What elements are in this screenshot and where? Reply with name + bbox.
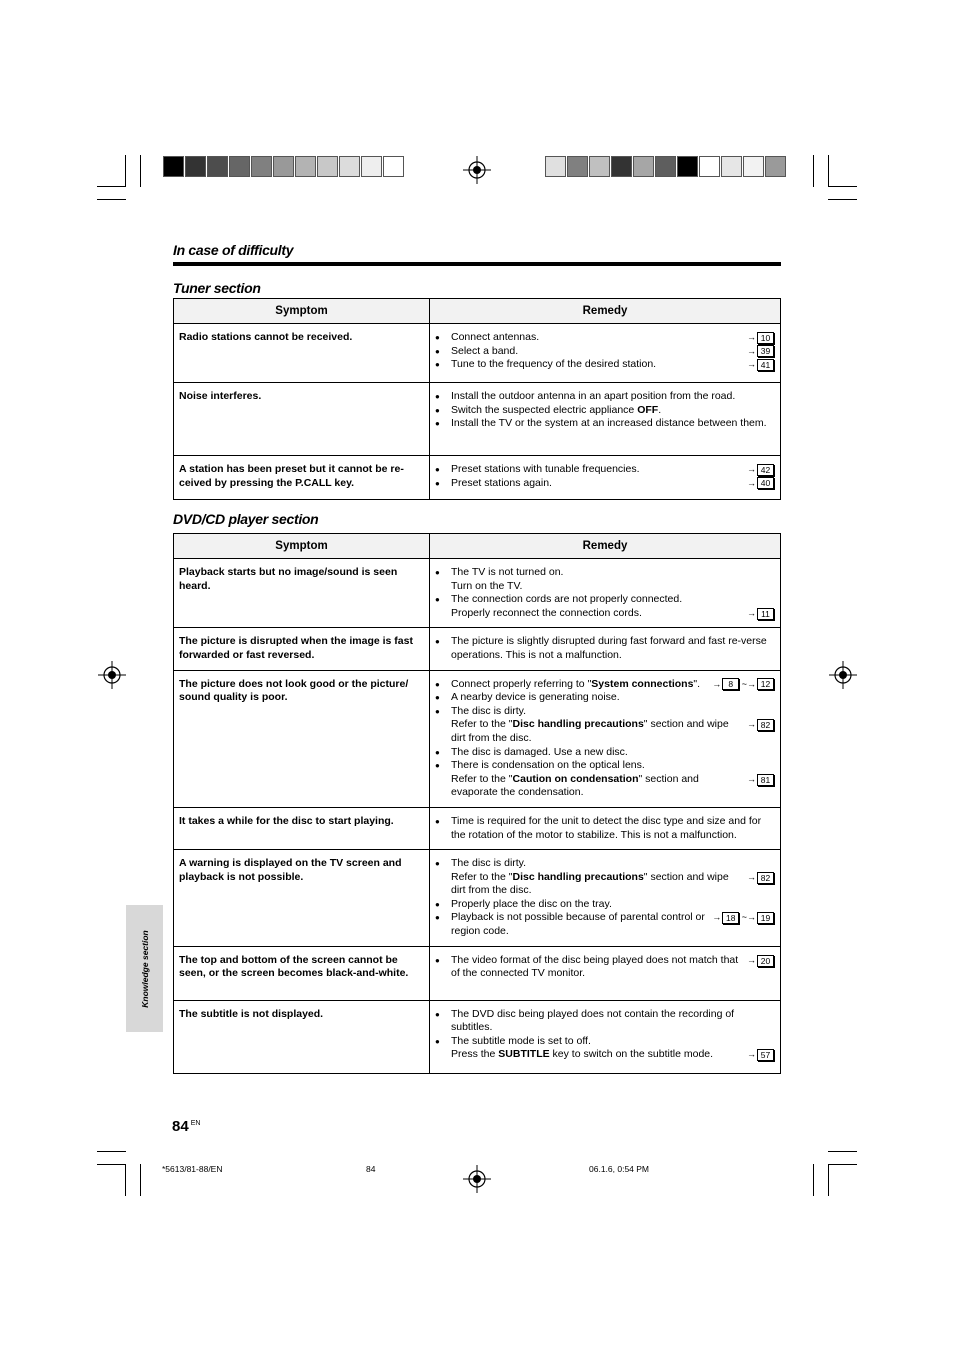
remedy-cell	[430, 383, 781, 456]
remedy-text: " section and evaporate the condensation.	[451, 772, 699, 799]
remedy-list	[434, 954, 774, 981]
symptom-cell: A station has been preset but it cannot be re-ceived by pressing the P.CALL key.	[174, 456, 430, 500]
table-row	[174, 628, 781, 670]
remedy-list	[434, 678, 774, 800]
remedy-text: The picture is slightly disrupted during fast forward and fast re-verse operations. This is not a malfunction.	[451, 635, 767, 661]
remedy-item	[434, 593, 774, 607]
remedy-text: " section and wipe dirt from the disc.	[451, 718, 729, 744]
remedy-item	[434, 691, 774, 705]
remedy-text: .	[658, 403, 662, 416]
page-ref-badge: 42	[757, 464, 774, 476]
color-swatch	[229, 156, 250, 177]
remedy-item	[434, 607, 774, 621]
table-row	[174, 559, 781, 628]
remedy-text: Properly place the disc on the tray.	[451, 897, 612, 910]
remedy-text: There is condensation on the optical lens.	[451, 759, 645, 772]
remedy-text: The connection cords are not properly connected.	[451, 593, 683, 606]
arrow-right-icon: →	[747, 773, 756, 784]
tuner-section-title: Tuner section	[173, 280, 261, 296]
remedy-text: Refer to the "	[451, 718, 513, 731]
remedy-item	[434, 871, 774, 898]
color-swatch	[699, 156, 720, 177]
remedy-item	[434, 463, 774, 477]
page-ref-badge: 82	[757, 872, 774, 884]
dvd-table	[173, 533, 781, 1074]
symptom-cell: A warning is displayed on the TV screen and playback is not possible.	[174, 850, 430, 947]
remedy-text: The subtitle mode is set to off.	[451, 1034, 591, 1047]
tuner-table	[173, 298, 781, 500]
arrow-right-icon: →	[747, 1049, 756, 1060]
remedy-text: Refer to the "	[451, 772, 513, 785]
page-ref-badge: 11	[757, 608, 774, 620]
page-ref-badge: 12	[757, 678, 774, 690]
remedy-item	[434, 1035, 774, 1049]
page-number-suffix: EN	[190, 1120, 201, 1127]
table-row	[174, 383, 781, 456]
remedy-text: Install the outdoor antenna in an apart position from the road.	[451, 390, 736, 402]
page-reference	[747, 463, 774, 477]
remedy-text: A nearby device is generating noise.	[451, 691, 620, 704]
page-reference	[712, 911, 774, 925]
remedy-bold-text: Disc handling precautions	[512, 870, 644, 883]
footer-code: *5613/81-88/EN	[162, 1164, 223, 1174]
remedy-list	[434, 857, 774, 939]
arrow-right-icon: →	[747, 359, 756, 370]
arrow-right-icon: →	[712, 678, 722, 689]
remedy-header: Remedy	[430, 299, 781, 324]
color-swatch	[721, 156, 742, 177]
table-row	[174, 850, 781, 947]
remedy-text: The disc is dirty.	[451, 857, 527, 870]
color-swatch	[655, 156, 676, 177]
symptom-cell: It takes a while for the disc to start playing.	[174, 807, 430, 849]
remedy-item	[434, 345, 774, 359]
dvd-section-title: DVD/CD player section	[173, 511, 319, 527]
remedy-text: " section and wipe dirt from the disc.	[451, 870, 729, 897]
remedy-list	[434, 815, 774, 842]
remedy-text: The video format of the disc being played does not match that of the connected TV monitor.	[451, 953, 739, 980]
remedy-cell	[430, 559, 781, 628]
remedy-text: The TV is not turned on.	[451, 566, 564, 578]
remedy-text: Press the	[451, 1048, 499, 1061]
symptom-cell: The top and bottom of the screen cannot be seen, or the screen becomes black-and-white.	[174, 946, 430, 1000]
registration-mark-icon	[98, 661, 126, 689]
color-swatch	[545, 156, 566, 177]
remedy-text: Playback is not possible because of parental control or region code.	[451, 911, 705, 938]
remedy-item	[434, 358, 774, 372]
page-reference	[747, 954, 774, 968]
color-swatch	[383, 156, 404, 177]
color-calibration-bar-left	[163, 156, 405, 177]
remedy-bold-text: Caution on condensation	[512, 772, 639, 785]
remedy-list	[434, 635, 774, 662]
remedy-item	[434, 705, 774, 719]
table-row	[174, 324, 781, 383]
remedy-text: The DVD disc being played does not contain the recording of subtitles.	[451, 1007, 735, 1034]
remedy-cell	[430, 946, 781, 1000]
remedy-item	[434, 404, 774, 418]
page-ref-badge: 39	[757, 345, 774, 357]
range-arrow-icon: ~→	[739, 912, 756, 923]
color-swatch	[273, 156, 294, 177]
symptom-header: Symptom	[174, 534, 430, 559]
remedy-text: Tune to the frequency of the desired station.	[451, 358, 657, 371]
registration-mark-icon	[463, 156, 491, 184]
color-swatch	[317, 156, 338, 177]
table-row	[174, 670, 781, 807]
remedy-text: Turn on the TV.	[451, 579, 523, 592]
color-swatch	[185, 156, 206, 177]
symptom-cell: The subtitle is not displayed.	[174, 1000, 430, 1073]
arrow-right-icon: →	[747, 477, 756, 488]
page-number-value: 84	[172, 1118, 189, 1135]
symptom-cell: The picture is disrupted when the image is fast forwarded or fast reversed.	[174, 628, 430, 670]
color-swatch	[611, 156, 632, 177]
remedy-item	[434, 580, 774, 594]
side-tab	[126, 905, 163, 1032]
remedy-text: Install the TV or the system at an increased distance between them.	[451, 417, 767, 430]
symptom-cell: Radio stations cannot be received.	[174, 324, 430, 383]
remedy-cell	[430, 1000, 781, 1073]
page-reference	[747, 345, 774, 359]
page-ref-badge: 41	[757, 359, 774, 371]
page-ref-badge: 8	[722, 678, 739, 690]
page-reference	[747, 331, 774, 345]
remedy-text: Time is required for the unit to detect the disc type and size and for the rotation of the motor to stabilize. This is not a malfunction.	[451, 814, 762, 841]
remedy-text: Properly reconnect the connection cords.	[451, 606, 642, 619]
page-ref-badge: 57	[757, 1049, 774, 1061]
arrow-right-icon: →	[712, 912, 722, 923]
remedy-list	[434, 566, 774, 620]
arrow-right-icon: →	[747, 954, 756, 965]
remedy-header: Remedy	[430, 534, 781, 559]
page-reference	[747, 871, 774, 885]
page-reference	[747, 1048, 774, 1062]
remedy-item	[434, 746, 774, 760]
side-tab-label: Knowledge section	[139, 929, 150, 1008]
symptom-cell: The picture does not look good or the picture/ sound quality is poor.	[174, 670, 430, 807]
remedy-item	[434, 911, 774, 938]
remedy-text: Connect antennas.	[451, 331, 540, 343]
remedy-list	[434, 331, 774, 372]
remedy-bold-text: Disc handling precautions	[512, 718, 644, 731]
remedy-item	[434, 759, 774, 773]
arrow-right-icon: →	[747, 871, 756, 882]
color-swatch	[633, 156, 654, 177]
remedy-text: Select a band.	[451, 344, 519, 357]
page-ref-badge: 82	[757, 719, 774, 731]
remedy-item	[434, 898, 774, 912]
section-title: In case of difficulty	[173, 242, 294, 258]
remedy-item	[434, 1008, 774, 1035]
arrow-right-icon: →	[747, 719, 756, 730]
range-arrow-icon: ~→	[739, 678, 756, 689]
remedy-text: Switch the suspected electric appliance	[451, 403, 638, 416]
page-reference	[747, 718, 774, 732]
color-swatch	[743, 156, 764, 177]
symptom-header: Symptom	[174, 299, 430, 324]
remedy-text: The disc is damaged. Use a new disc.	[451, 745, 628, 758]
table-row	[174, 456, 781, 500]
remedy-list	[434, 463, 774, 490]
page-ref-badge: 10	[757, 332, 774, 344]
page-ref-badge: 19	[757, 912, 774, 924]
color-swatch	[295, 156, 316, 177]
page-reference	[747, 358, 774, 372]
color-swatch	[589, 156, 610, 177]
remedy-list	[434, 390, 774, 431]
footer-date: 06.1.6, 0:54 PM	[589, 1164, 650, 1174]
remedy-item	[434, 566, 774, 580]
remedy-cell	[430, 628, 781, 670]
remedy-bold-text: OFF	[637, 403, 659, 416]
remedy-bold-text: System connections	[591, 677, 694, 690]
page-reference	[747, 477, 774, 491]
remedy-item	[434, 331, 774, 345]
color-swatch	[339, 156, 360, 177]
page-ref-badge: 81	[757, 774, 774, 786]
remedy-item	[434, 857, 774, 871]
remedy-cell	[430, 670, 781, 807]
arrow-right-icon: →	[747, 607, 756, 618]
page-ref-badge: 18	[722, 912, 739, 924]
page-reference	[747, 607, 774, 621]
page-reference	[747, 773, 774, 787]
registration-mark-icon	[463, 1165, 491, 1193]
color-swatch	[677, 156, 698, 177]
remedy-item	[434, 954, 774, 981]
remedy-item	[434, 815, 774, 842]
table-row	[174, 946, 781, 1000]
arrow-right-icon: →	[747, 464, 756, 474]
remedy-cell	[430, 807, 781, 849]
remedy-item	[434, 635, 774, 662]
color-swatch	[163, 156, 184, 177]
color-calibration-bar-right	[545, 156, 787, 177]
arrow-right-icon: →	[747, 332, 756, 342]
table-row	[174, 1000, 781, 1073]
remedy-text: key to switch on the subtitle mode.	[549, 1048, 714, 1061]
page-ref-badge: 40	[757, 477, 774, 489]
remedy-item	[434, 718, 774, 745]
remedy-item	[434, 773, 774, 800]
remedy-text: Connect properly referring to "	[451, 677, 592, 690]
color-swatch	[207, 156, 228, 177]
registration-mark-icon	[829, 661, 857, 689]
page-number	[172, 1118, 200, 1135]
remedy-cell	[430, 324, 781, 383]
remedy-item	[434, 417, 774, 431]
remedy-item	[434, 1048, 774, 1062]
remedy-item	[434, 390, 774, 404]
remedy-item	[434, 678, 774, 692]
page-ref-badge: 20	[757, 955, 774, 967]
remedy-text: ".	[693, 677, 701, 690]
table-row	[174, 807, 781, 849]
remedy-cell	[430, 850, 781, 947]
remedy-text: Preset stations again.	[451, 476, 552, 489]
remedy-cell	[430, 456, 781, 500]
remedy-text: The disc is dirty.	[451, 704, 527, 717]
title-rule	[173, 262, 781, 266]
remedy-bold-text: SUBTITLE	[498, 1048, 550, 1061]
symptom-cell: Playback starts but no image/sound is seen heard.	[174, 559, 430, 628]
page-reference	[712, 678, 774, 692]
remedy-item	[434, 477, 774, 491]
color-swatch	[361, 156, 382, 177]
footer-page: 84	[366, 1164, 376, 1174]
arrow-right-icon: →	[747, 345, 756, 356]
remedy-list	[434, 1008, 774, 1062]
symptom-cell: Noise interferes.	[174, 383, 430, 456]
color-swatch	[251, 156, 272, 177]
color-swatch	[765, 156, 786, 177]
remedy-text: Preset stations with tunable frequencies.	[451, 463, 640, 475]
remedy-text: Refer to the "	[451, 870, 513, 883]
color-swatch	[567, 156, 588, 177]
